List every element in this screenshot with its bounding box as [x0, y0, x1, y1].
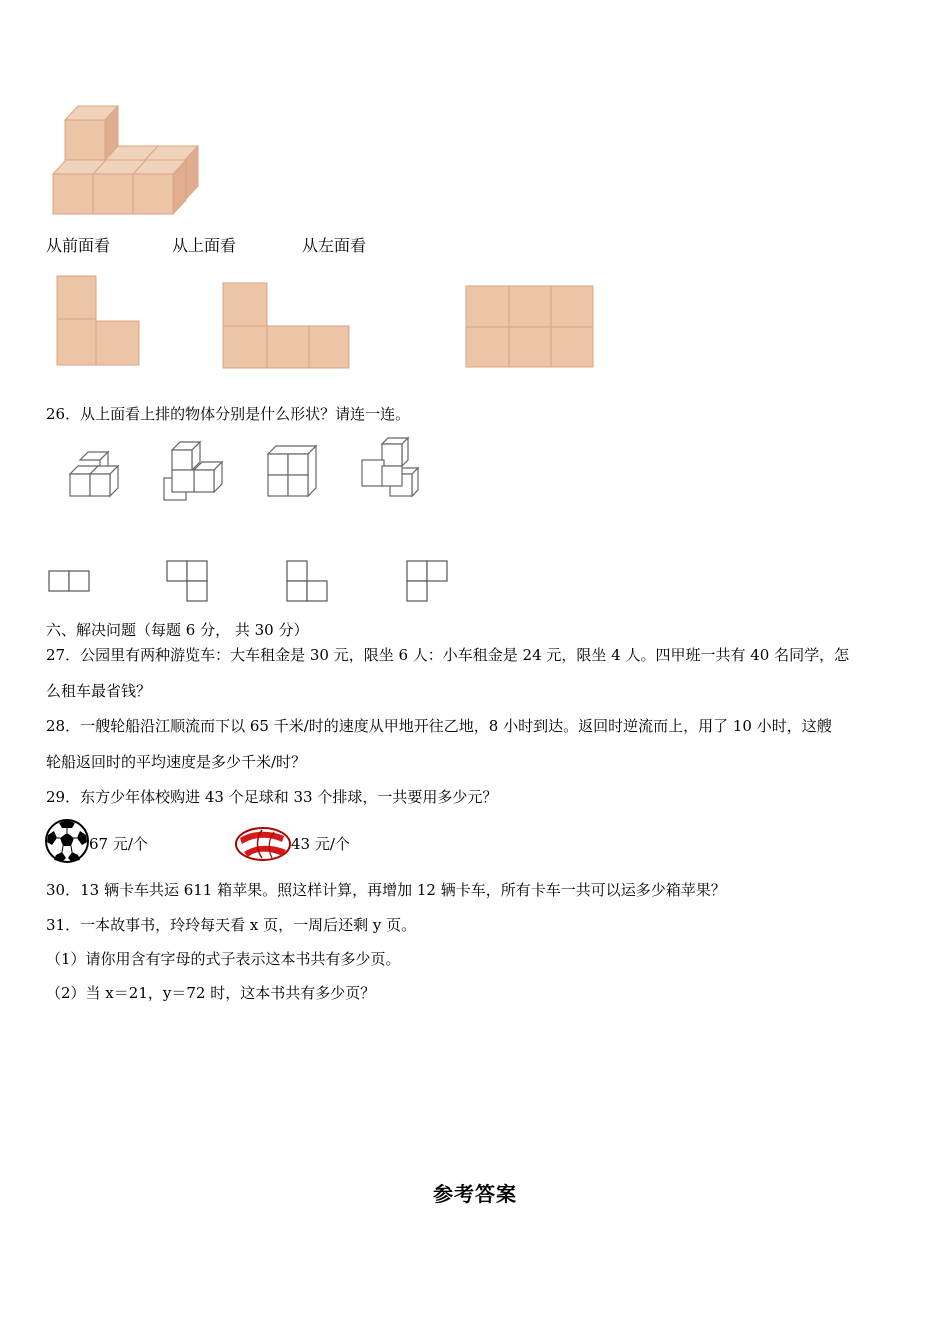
question-27-line-1: 27．公园里有两种游览车：大车租金是 30 元，限坐 6 人：小车租金是 24 元，限坐 4 人。四甲班一共有 40 名同学，怎	[46, 646, 850, 664]
question-31-part-2: （2）当 x＝21，y＝72 时，这本书共有多少页？	[46, 984, 376, 1002]
football-price: 67 元/个	[89, 835, 148, 853]
q26-object-1	[66, 452, 126, 500]
volleyball-price: 43 元/个	[291, 835, 350, 853]
question-31-text: 31．一本故事书，玲玲每天看 x 页，一周后还剩 y 页。	[46, 916, 417, 934]
front-view-shape	[56, 275, 142, 367]
q26-object-4	[358, 436, 424, 500]
question-29-text: 29．东方少年体校购进 43 个足球和 33 个排球，一共要用多少元？	[46, 788, 498, 806]
q26-shape-b	[166, 560, 210, 604]
front-view-label: 从前面看	[46, 236, 111, 255]
q26-shape-d	[406, 560, 450, 604]
volleyball-icon	[234, 826, 292, 862]
q26-object-2	[160, 442, 226, 504]
question-26-text: 26．从上面看上排的物体分别是什么形状？请连一连。	[46, 405, 411, 423]
question-31-part-1: （1）请你用含有字母的式子表示这本书共有多少页。	[46, 950, 401, 968]
top-view-shape	[222, 282, 352, 370]
q26-object-3	[264, 446, 324, 502]
question-28-line-1: 28．一艘轮船沿江顺流而下以 65 千米/时的速度从甲地开往乙地，8 小时到达。返回时逆流而上，用了 10 小时，这艘	[46, 717, 832, 735]
question-30-text: 30．13 辆卡车共运 611 箱苹果。照这样计算，再增加 12 辆卡车，所有卡车一共可以运多少箱苹果？	[46, 881, 726, 899]
left-view-label: 从左面看	[302, 236, 367, 255]
football-icon	[44, 818, 90, 864]
left-view-shape	[465, 285, 595, 369]
top-view-label: 从上面看	[172, 236, 237, 255]
question-27-line-2: 么租车最省钱？	[46, 682, 152, 700]
q26-shape-c	[286, 560, 330, 604]
question-28-line-2: 轮船返回时的平均速度是多少千米/时？	[46, 753, 307, 771]
cube-stack-figure	[50, 104, 205, 216]
section-6-title: 六、解决问题（每题 6 分， 共 30 分）	[46, 621, 309, 639]
answer-section-title: 参考答案	[433, 1182, 517, 1206]
q26-shape-a	[48, 570, 92, 592]
